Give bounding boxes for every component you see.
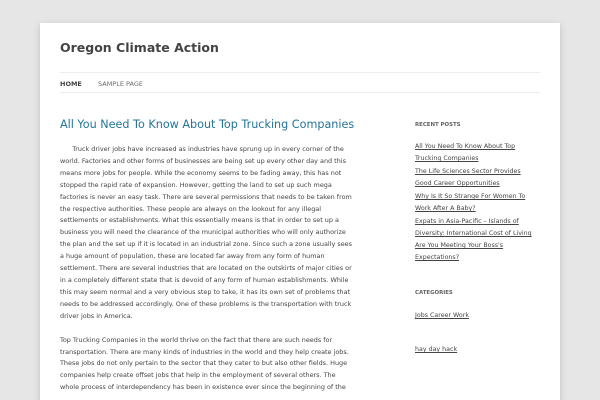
- entry-line: companies help create offset jobs that help in the employment of several others. The: [60, 371, 336, 380]
- entry-line: whole process of interdependency has been in existence ever since the beginning of the: [60, 383, 346, 392]
- recent-post-link[interactable]: All You Need To Know About Top: [415, 143, 516, 150]
- entry-line: in a completely different state that is devoid of any form of human establishments. While: [60, 275, 349, 284]
- entry-line: transportation. There are many kinds of industries in the world and they help create jobs.: [60, 347, 349, 356]
- recent-post-link[interactable]: Diversity: International Cost of Living: [415, 230, 532, 237]
- recent-post-link[interactable]: Work After A Baby?: [415, 205, 476, 212]
- entry-line: the respective authorities. These people are always on the lookout for any illegal: [60, 204, 322, 213]
- recent-post-link[interactable]: The Life Sciences Sector Provides: [415, 168, 521, 175]
- page-container: [40, 23, 560, 400]
- site-title[interactable]: Oregon Climate Action: [60, 40, 219, 55]
- entry-line: driver jobs in America.: [60, 311, 133, 320]
- recent-post-link[interactable]: Expectations?: [415, 254, 460, 261]
- entry-line: needs to be addressed accordingly. One of these problems is the transportation with truck: [60, 299, 352, 308]
- recent-post-link[interactable]: Expats in Asia-Pacific – Islands of: [415, 218, 519, 225]
- recent-post-link[interactable]: Trucking Companies: [415, 155, 479, 162]
- recent-posts-title: RECENT POSTS: [415, 122, 461, 128]
- nav-item-sample-page[interactable]: SAMPLE PAGE: [98, 80, 143, 88]
- entry-line: Truck driver jobs have increased as industries have sprung up in every corner of the: [60, 145, 344, 153]
- post-title[interactable]: All You Need To Know About Top Trucking Companies: [60, 118, 355, 131]
- entry-line: means more jobs for people. While the economy seems to be fading away, this has not: [60, 168, 342, 177]
- entry-line: Top Trucking Companies in the world thrive on the fact that there are such needs for: [60, 335, 333, 344]
- entry-line: settlements or establishments. What this essentially means is that in order to set up a: [60, 216, 339, 225]
- main-navigation: [60, 72, 540, 93]
- entry-line: the plan and the set up if it is located in an industrial zone. Since such a zone usually sees: [60, 240, 352, 249]
- extra-link[interactable]: hay day hack: [415, 346, 458, 353]
- nav-item-home[interactable]: HOME: [60, 80, 82, 88]
- entry-line: a huge amount of population, these are located far away from any form of human: [60, 252, 325, 261]
- categories-title: CATEGORIES: [415, 290, 453, 296]
- entry-line: settlement. There are several industries that are located on the outskirts of major cities or: [60, 264, 352, 273]
- recent-post-link[interactable]: Good Career Opportunities: [415, 180, 500, 187]
- entry-line: this may seem normal and a very obvious step to take, it has its own set of problems that: [60, 287, 351, 296]
- entry-line: world. Factories and other forms of businesses are being set up every other day and this: [60, 156, 346, 165]
- post-content: [60, 144, 376, 394]
- entry-line: These jobs do not only pertain to the sector that they cater to but also other fields. Huge: [60, 359, 348, 368]
- recent-post-link[interactable]: Are You Meeting Your Boss's: [415, 242, 504, 249]
- entry-line: factories is never an easy task. There are several permissions that needs to be taken from: [60, 192, 352, 201]
- entry-line: stopped the rapid rate of expansion. However, getting the land to set up such mega: [60, 180, 332, 189]
- recent-post-link[interactable]: Why Is It So Strange For Women To: [415, 193, 526, 200]
- category-link[interactable]: Jobs Career Work: [415, 312, 469, 319]
- entry-line: business you will need the clearance of the municipal authorities who will only authorize: [60, 228, 346, 237]
